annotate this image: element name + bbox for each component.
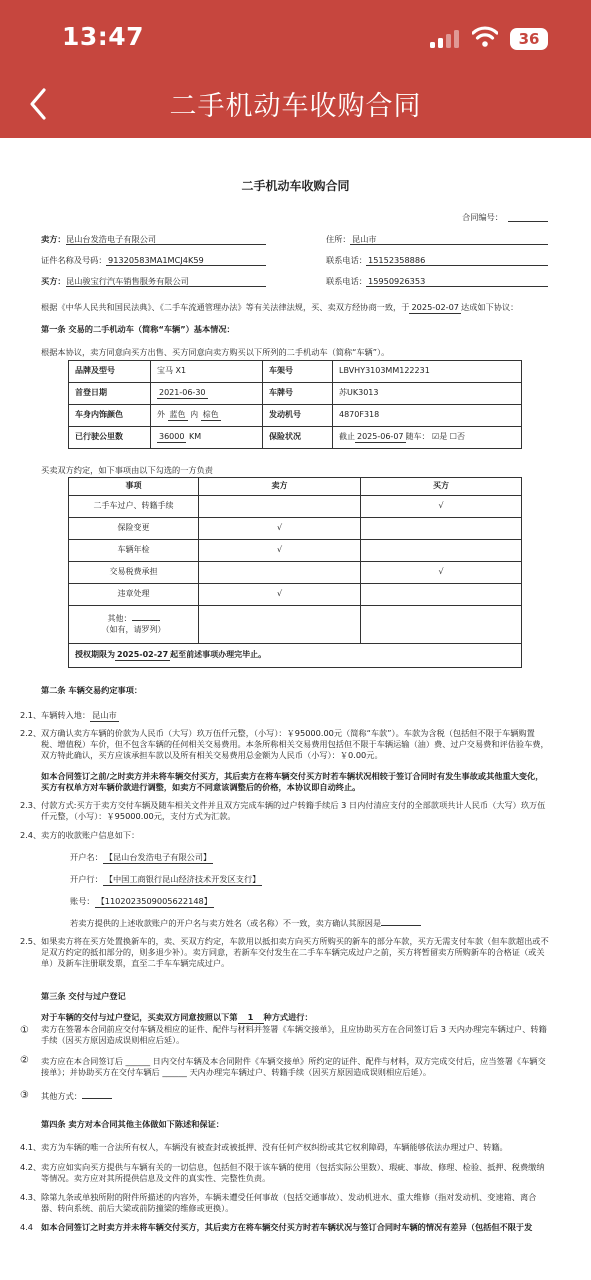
vehicle-mileage: 36000 bbox=[157, 432, 186, 444]
battery-icon: 36 bbox=[510, 28, 548, 50]
clause-2-4: 卖方的收款账户信息如下： bbox=[41, 830, 140, 840]
clause-4-3: 除第九条或单独所附的附件所描述的内容外，车辆未遭受任何事故（包括交通事故）、发动机进水、重大维修（指对发动机、变速箱、离合器、转向系统、前后大梁或前防撞梁的维修或更换）。 bbox=[41, 1192, 537, 1214]
seller-phone-label: 联系电话： bbox=[326, 255, 367, 265]
duty-intro: 买卖双方约定，如下事项由以下勾选的一方负责 bbox=[41, 465, 213, 475]
buyer-phone: 15950926353 bbox=[368, 276, 426, 286]
wifi-icon bbox=[472, 26, 498, 48]
buyer-phone-label: 联系电话： bbox=[326, 276, 367, 286]
app-header bbox=[0, 0, 591, 138]
clause-4-2: 卖方应如实向买方提供与车辆有关的一切信息，包括但不限于该车辆的使用（包括实际公里数）、瑕疵、事故、修理、检验、抵押、税费缴纳等情况。卖方应对其所提供信息及文件的真实性、完整性负责。 bbox=[41, 1162, 545, 1184]
article-4-title: 第四条 卖方对本合同其他主体做如下陈述和保证： bbox=[41, 1119, 224, 1129]
checkbox-empty-icon: ☐ bbox=[449, 431, 457, 441]
clause-2-2: 双方确认卖方车辆的价款为人民币（大写）玖万伍仟元整，（小写）：￥95000.00元（简称“车款”）。车款为含税（包括但不限于车辆购置税、增值税）车价，但不包含车辆的任何相关交易费用。本条所称相关交易费用包括但不限于车辆运输（油）费、过户交易费和评估验车费，双方特此确认，买方应该承担车款以及所有相关交易费用总金额为人民币（小写）：￥0.00元。 bbox=[41, 728, 549, 761]
option-3: 其他方式： bbox=[41, 1091, 112, 1102]
cert-label: 证件名称及号码： bbox=[41, 255, 107, 265]
buyer-label: 买方： bbox=[41, 276, 66, 286]
vehicle-reg-date: 2021-06-30 bbox=[157, 388, 208, 400]
insurance-date: 2025-06-07 bbox=[355, 432, 406, 444]
vehicle-plate: 苏UK3013 bbox=[333, 383, 522, 405]
clause-2-3: 付款方式:买方于卖方交付车辆及随车相关文件并且双方完成车辆的过户转籍手续后 3 日内付清应支付的全部款项共计人民币（大写）玖万伍仟元整，（小写）：￥95000.00元，支付方式为汇款。 bbox=[41, 800, 546, 822]
seller-phone: 15152358886 bbox=[368, 255, 426, 265]
duty-row: 违章处理 √ bbox=[69, 584, 522, 606]
account-bank: 【中国工商银行昆山经济技术开发区支行】 bbox=[103, 874, 263, 886]
seller-label: 卖方： bbox=[41, 234, 66, 244]
seller-address-label: 住所： bbox=[326, 234, 351, 244]
preamble: 根据《中华人民共和国民法典》、《二手车流通管理办法》等有关法律法规，买、卖双方经协商一致，于 2025-02-07 达成如下协议： bbox=[41, 302, 518, 314]
vehicle-vin: LBVHY3103MM122231 bbox=[333, 361, 522, 383]
duty-table: 事项 卖方 买方 二手车过户、转籍手续 √ 保险变更 √ 车辆年检 √ 交易税费承担 √ 违章处理 √ 其他： （如有，请罗列） 授权期限为 2025-02-27 起至前述事项办理完毕止。 bbox=[68, 477, 522, 668]
buyer-name: 昆山骏宝行汽车销售服务有限公司 bbox=[66, 276, 189, 286]
clause-4-4: 如本合同签订之时卖方并未将车辆交付买方，其后卖方在将车辆交付买方时若车辆状况与签订合同时车辆的情况有差异（包括但不限于发 bbox=[41, 1222, 533, 1232]
article-2-title: 第二条 车辆交易约定事项： bbox=[41, 685, 143, 695]
option-1: 卖方在签署本合同前应交付车辆及相应的证件、配件与材料并签署《车辆交接单》，且应协助买方在合同签订后 3 天内办理完车辆过户、转籍手续（因买方原因造成误则相应后延）。 bbox=[41, 1024, 547, 1046]
option-2: 卖方应在本合同签订后 ______ 日内交付车辆及本合同附件《车辆交接单》所约定的证件、配件与材料，双方完成交付后，应当签署《车辆交接单》；并协助买方在交付车辆后 ______ 天内办理完车辆过户、转籍手续（因买方原因造成误则相应后延）。 bbox=[41, 1056, 546, 1078]
contract-no-label: 合同编号： bbox=[462, 212, 503, 222]
checkbox-checked-icon: ☑ bbox=[432, 431, 440, 441]
duty-row: 交易税费承担 √ bbox=[69, 562, 522, 584]
signal-icon bbox=[430, 30, 464, 48]
seller-address: 昆山市 bbox=[352, 234, 377, 244]
vehicle-brand: 宝马 X1 bbox=[151, 361, 263, 383]
clause-4-1: 卖方为车辆的唯一合法所有权人，车辆没有被查封或被抵押、没有任何产权纠纷或其它权利障碍，车辆能够依法办理过户、转籍。 bbox=[41, 1142, 508, 1152]
article-1-intro: 根据本协议，卖方同意向买方出售、买方同意向卖方购买以下所列的二手机动车（简称“车辆”）。 bbox=[41, 347, 390, 357]
account-number: 【1102023509005622148】 bbox=[95, 896, 214, 908]
vehicle-engine: 4870F318 bbox=[333, 405, 522, 427]
cert-no: 91320583MA1MCJ4K59 bbox=[108, 255, 204, 265]
vehicle-color-in: 棕色 bbox=[201, 410, 221, 422]
clause-2-2-note: 如本合同签订之前/之时卖方并未将车辆交付买方，其后卖方在将车辆交付买方时若车辆状况相较于签订合同时有发生事故或其他重大变化，买方有权单方对车辆价款进行调整，如卖方不同意该调整后的价格，本协议即自动终止。 bbox=[41, 771, 544, 793]
vehicle-info-table: 品牌及型号 宝马 X1 车架号 LBVHY3103MM122231 首登日期 2021-06-30 车牌号 苏UK3013 车身内饰颜色 外 蓝色 内 棕色 发动机号 4870F318 已行驶公里数 36000 KM 保险状况 截止 2025-06-07 随车： ☑是 ☐否 bbox=[68, 360, 522, 449]
duty-row: 车辆年检 √ bbox=[69, 540, 522, 562]
document-title: 二手机动车收购合同 bbox=[241, 179, 350, 193]
article-3-title: 第三条 交付与过户登记 bbox=[41, 991, 126, 1001]
status-time: 13:47 bbox=[62, 22, 145, 51]
contract-no-field bbox=[508, 212, 548, 222]
preamble-date: 2025-02-07 bbox=[409, 302, 461, 314]
article-1-title: 第一条 交易的二手机动车（简称“车辆”）基本情况： bbox=[41, 324, 235, 334]
clause-2-1: 车辆转入地： 昆山市 bbox=[41, 710, 119, 722]
vehicle-color-out: 蓝色 bbox=[168, 410, 188, 422]
article-3-lead: 对于车辆的交付与过户登记，买卖双方同意按照以下第 1 种方式进行： bbox=[41, 1012, 313, 1024]
contract-document: 二手机动车收购合同 合同编号： 卖方： 昆山台发浩电子有限公司 住所： 昆山市 证件名称及号码： 91320583MA1MCJ4K59 联系电话： 15152358886 买方： 昆山骏宝行汽车销售服务有限公司 联系电话： 15950926353 根据《中华人民共和国民法典》、《二手车流通管理办法》等有关法律法规，买、卖双方经协商一致，于 2025-02-07 达成如下协议： 第一条 交易的二手机动车（简称“车辆”）基本情况： 根据本协议，卖方同意向买方出售、买方同意向卖方购买以下所列的二手机动车（简称“车辆”）。 品牌及型号 宝马 X1 车架号 LBVHY3103MM122231 首登日期 2021-06-30 车牌号 苏UK3013 车身内饰颜色 外 蓝色 内 棕色 发动机号 4870F318 已行驶公里数 36000 KM 保险状况 截止 2025-06-07 随车： ☑是 ☐否 买卖双方约定，如下事项由以下勾选的一方负责 事项 卖方 买方 二手车过户、转籍手续 √ 保险变更 √ 车辆年检 √ 交易税费承担 √ 违章处理 √ 其他： （如有，请罗列） 授权期限为 2025-02-27 起至前述事项办理完毕止。 第二条 车辆交易约定事项： 2.1、 车辆转入地： 昆山市 2.2、 双方确认卖方车辆的价款为人民币（大写）玖万伍仟元整，（小写）：￥95000.00元（简称“车款”）。车款为含税（包括但不限于车辆购置税、增值税）车价，但不包含车辆的任何相关交易费用。本条所称相关交易费用包括但不限于车辆运输（油）费、过户交易费和评估验车费，双方特此确认，买方应该承担车款以及所有相关交易费用总金额为人民币（小写）：￥0.00元。 如本合同签订之前/之时卖方并未将车辆交付买方，其后卖方在将车辆交付买方时若车辆状况相较于签订合同时有发生事故或其他重大变化，买方有权单方对车辆价款进行调整，如卖方不同意该调整后的价格，本协议即自动终止。 2.3、 付款方式:买方于卖方交付车辆及随车相关文件并且双方完成车辆的过户转籍手续后 3 日内付清应支付的全部款项共计人民币（大写）玖万伍仟元整，（小写）：￥95000.00元，支付方式为汇款。 2.4、 卖方的收款账户信息如下： 开户名： 【昆山台发浩电子有限公司】 开户行： 【中国工商银行昆山经济技术开发区支行】 账号： 【1102023509005622148】 若卖方提供的上述收款账户的开户名与卖方姓名（或名称）不一致，卖方确认其原因是 2.5、 如果卖方将在买方处置换新车的，卖、买双方约定，车款用以抵扣卖方向买方所购买的新车的部分车款，买方无需支付车款（但车款超出或不足双方约定的抵扣部分的，则多退少补）。卖方同意，若新车交付发生在二手车车辆完成过户之前，买方将暂留卖方所购新车的合格证（或关单）及新车注册联发票，直至二手车车辆完成过户。 第三条 交付与过户登记 对于车辆的交付与过户登记，买卖双方同意按照以下第 1 种方式进行： ① 卖方在签署本合同前应交付车辆及相应的证件、配件与材料并签署《车辆交接单》，且应协助买方在合同签订后 3 天内办理完车辆过户、转籍手续（因买方原因造成误则相应后延）。 ② 卖方应在本合同签订后 ______ 日内交付车辆及本合同附件《车辆交接单》所约定的证件、配件与材料，双方完成交付后，应当签署《车辆交接单》；并协助买方在交付车辆后 ______ 天内办理完车辆过户、转籍手续（因买方原因造成误则相应后延）。 ③ 其他方式： 第四条 卖方对本合同其他主体做如下陈述和保证： 4.1、 卖方为车辆的唯一合法所有权人，车辆没有被查封或被抵押、没有任何产权纠纷或其它权利障碍，车辆能够依法办理过户、转籍。 4.2、 卖方应如实向买方提供与车辆有关的一切信息，包括但不限于该车辆的使用（包括实际公里数）、瑕疵、事故、修理、检验、抵押、税费缴纳等情况。卖方应对其所提供信息及文件的真实性、完整性负责。 4.3、 除第九条或单独所附的附件所描述的内容外，车辆未遭受任何事故（包括交通事故）、发动机进水、重大维修（指对发动机、变速箱、离合器、转向系统、前后大梁或前防撞梁的维修或更换）。 4.4 如本合同签订之时卖方并未将车辆交付买方，其后卖方在将车辆交付买方时若车辆状况与签订合同时车辆的情况有差异（包括但不限于发 bbox=[0, 138, 591, 1280]
seller-name: 昆山台发浩电子有限公司 bbox=[66, 234, 157, 244]
account-name: 【昆山台发浩电子有限公司】 bbox=[103, 852, 213, 864]
clause-2-5: 如果卖方将在买方处置换新车的，卖、买双方约定，车款用以抵扣卖方向买方所购买的新车的部分车款，买方无需支付车款（但车款超出或不足双方约定的抵扣部分的，则多退少补）。卖方同意，若新车交付发生在二手车车辆完成过户之前，买方将暂留卖方所购新车的合格证（或关单）及新车注册联发票，直至二手车车辆完成过户。 bbox=[41, 936, 549, 969]
duty-row: 保险变更 √ bbox=[69, 518, 522, 540]
duty-row: 二手车过户、转籍手续 √ bbox=[69, 496, 522, 518]
page-title: 二手机动车收购合同 bbox=[169, 91, 422, 122]
deadline-date: 2025-02-27 bbox=[115, 650, 170, 662]
